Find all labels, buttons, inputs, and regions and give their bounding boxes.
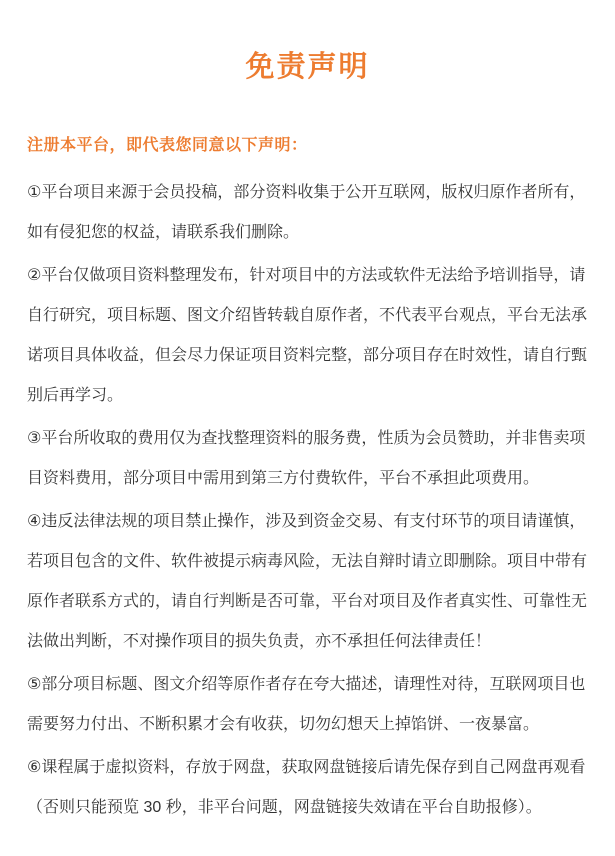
text-line: ③平台所收取的费用仅为查找整理资料的服务费，性质为会员赞助，并非售卖项 [27,430,586,447]
text-line: ②平台仅做项目资料整理发布，针对项目中的方法或软件无法给予培训指导，请 [27,267,586,284]
text-line: （否则只能预览 30 秒，非平台问题，网盘链接失效请在平台自助报修）。 [27,799,542,816]
paragraph-5 [27,665,588,745]
text-line: ④违反法律法规的项目禁止操作，涉及到资金交易、有支付环节的项目请谨慎， [27,513,586,530]
text-line: 自行研究，项目标题、图文介绍皆转载自原作者，不代表平台观点，平台无法承 [27,307,588,324]
text-line: ①平台项目来源于会员投稿，部分资料收集于公开互联网，版权归原作者所有， [27,184,586,201]
text-line: 原作者联系方式的，请自行判断是否可靠，平台对项目及作者真实性、可靠性无 [27,593,588,610]
paragraph-3 [27,419,588,499]
text-line: 诺项目具体收益，但会尽力保证项目资料完整，部分项目存在时效性，请自行甄 [27,347,588,364]
text-line: 若项目包含的文件、软件被提示病毒风险，无法自辩时请立即删除。项目中带有 [27,553,588,570]
text-line: 如有侵犯您的权益，请联系我们删除。 [27,224,300,241]
text-line: ⑤部分项目标题、图文介绍等原作者存在夸大描述，请理性对待，互联网项目也 [27,676,586,693]
paragraph-1 [27,173,588,253]
paragraph-6 [27,748,588,828]
disclaimer-body [27,173,588,828]
text-line: 别后再学习。 [27,387,124,404]
text-line: 目资料费用，部分项目中需用到第三方付费软件，平台不承担此项费用。 [27,470,540,487]
paragraph-4 [27,502,588,662]
paragraph-2 [27,256,588,416]
text-line: 需要努力付出、不断积累才会有收获，切勿幻想天上掉馅饼、一夜暴富。 [27,716,540,733]
page-title: 免责声明 [245,51,370,83]
text-line: ⑥课程属于虚拟资料，存放于网盘，获取网盘链接后请先保存到自己网盘再观看 [27,759,586,776]
text-line: 法做出判断，不对操作项目的损失负责，亦不承担任何法律责任！ [27,633,492,650]
intro-statement: 注册本平台，即代表您同意以下声明： [27,137,308,154]
